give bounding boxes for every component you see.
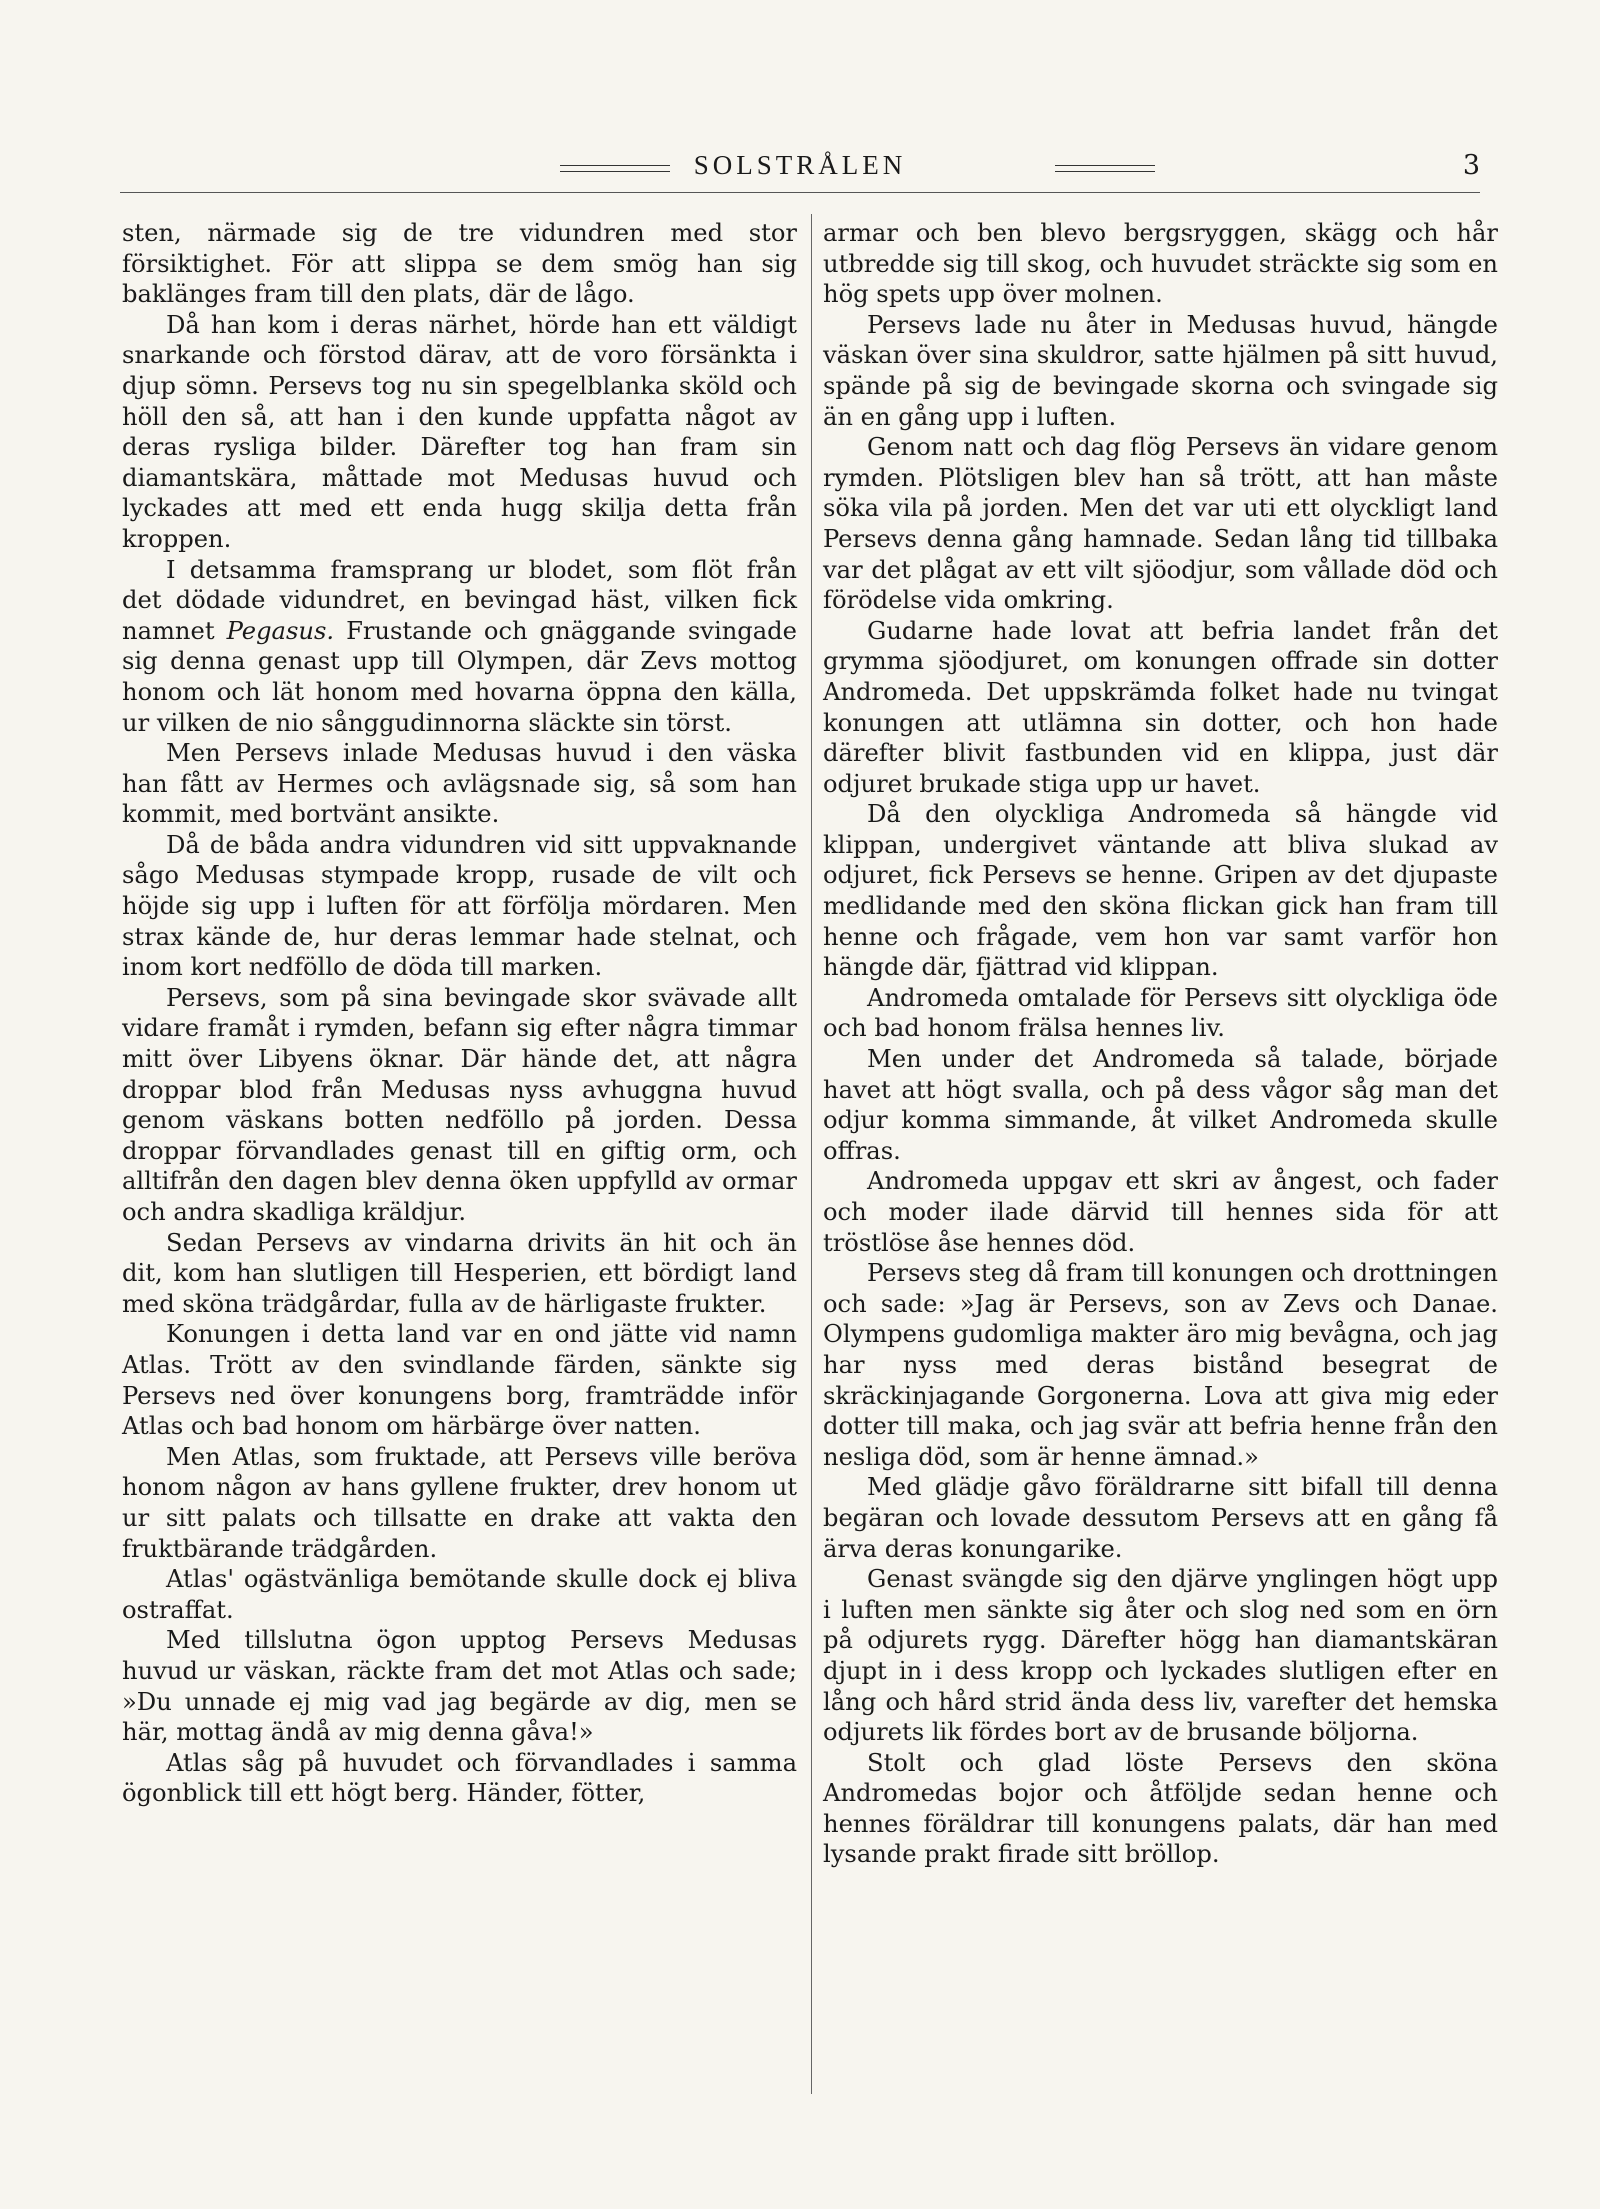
- paragraph: Genom natt och dag flög Persevs än vidare genom rymden. Plötsligen blev han så trött, att han måste söka vila på jorden. Men det var uti ett olyckligt land Persevs denna gång hamnade. Sedan lång tid tillbaka var det plågat av ett vilt sjöodjur, som vållade död och förödelse vida omkring.: [823, 433, 1498, 615]
- paragraph: Då de båda andra vidundren vid sitt uppvaknande sågo Medusas stympade kropp, rusade de vilt och höjde sig upp i luften för att förfölja mördaren. Men strax kände de, hur deras lemmar hade stelnat, och inom kort nedföllo de döda till marken.: [122, 830, 797, 982]
- paragraph: Atlas såg på huvudet och förvandlades i samma ögonblick till ett högt berg. Händer, fötter,: [122, 1748, 797, 1808]
- column-divider: [811, 214, 812, 2094]
- paragraph: Med tillslutna ögon upptog Persevs Medusas huvud ur väskan, räckte fram det mot Atlas och sade; »Du unnade ej mig vad jag begärde av dig, men se här, mottag ändå av mig denna gåva!»: [122, 1626, 797, 1747]
- paragraph: Atlas' ogästvänliga bemötande skulle dock ej bliva ostraffat.: [122, 1565, 797, 1624]
- paragraph: Då han kom i deras närhet, hörde han ett väldigt snarkande och förstod därav, att de voro försänkta i djup sömn. Persevs tog nu sin spegelblanka sköld och höll den så, att han i den kunde uppfatta något av deras rysliga bilder. Därefter tog han fram sin diamantskära, måttade mot Medusas huvud och lyckades att med ett enda hugg skilja detta från kroppen.: [122, 310, 797, 553]
- paragraph: Konungen i detta land var en ond jätte vid namn Atlas. Trött av den svindlande färden, sänkte sig Persevs ned över konungens borg, framträdde inför Atlas och bad honom om härbärge över natten.: [122, 1320, 797, 1441]
- paragraph: [122, 555, 797, 739]
- magazine-title: SOLSTRÅLEN: [682, 150, 919, 180]
- paragraph: Då den olyckliga Andromeda så hängde vid klippan, undergivet väntande att bliva slukad av odjuret, fick Persevs se henne. Gripen av det djupaste medlidande med den sköna flickan gick han fram till henne och frågade, vem hon var samt varför hon hängde där, fjättrad vid klippan.: [823, 800, 1498, 982]
- paragraph: Persevs steg då fram till konungen och drottningen och sade: »Jag är Persevs, son av Zevs och Danae. Olympens gudomliga makter äro mig bevågna, och jag har nyss med deras bistånd besegrat de skräckinjagande Gorgonerna. Lova att giva mig eder dotter till maka, och jag svär att befria henne från den nesliga död, som är henne ämnad.»: [823, 1259, 1498, 1471]
- paragraph: Andromeda uppgav ett skri av ångest, och fader och moder ilade därvid till hennes sida för att tröstlöse åse hennes död.: [823, 1167, 1498, 1257]
- paragraph: Gudarne hade lovat att befria landet från det grymma sjöodjuret, om konungen offrade sin dotter Andromeda. Det uppskrämda folket hade nu tvingat konungen att utlämna sin dotter, och hon hade därefter blivit fastbunden vid en klippa, just där odjuret brukade stiga upp ur havet.: [823, 616, 1498, 798]
- paragraph: Persevs lade nu åter in Medusas huvud, hängde väskan över sina skuldror, satte hjälmen på sitt huvud, spände på sig de bevingade skorna och svingade sig än en gång upp i luften.: [823, 310, 1498, 431]
- paragraph: Andromeda omtalade för Persevs sitt olyckliga öde och bad honom frälsa hennes liv.: [823, 983, 1498, 1043]
- paragraph-text: Frustande och gnäggande svingade sig denna genast upp till Olympen, där Zevs mottog honom och lät honom med hovarna öppna den källa, ur vilken de nio sånggudinnorna släckte sin törst.: [122, 616, 797, 737]
- left-column: [122, 218, 797, 1809]
- paragraph-text: I detsamma framsprang ur blodet, som flöt från det dödade vidundret, en bevingad häst, vilken fick namnet: [122, 555, 797, 645]
- paragraph: Men Persevs inlade Medusas huvud i den väska han fått av Hermes och avlägsnade sig, så som han kommit, med bortvänt ansikte.: [122, 739, 797, 829]
- paragraph: Men Atlas, som fruktade, att Persevs ville beröva honom någon av hans gyllene frukter, drev honom ut ur sitt palats och tillsatte en drake att vakta den fruktbärande trädgården.: [122, 1442, 797, 1563]
- paragraph: Med glädje gåvo föräldrarne sitt bifall till denna begäran och lovade dessutom Persevs att en gång få ärva deras konungarike.: [823, 1473, 1498, 1563]
- header-divider: [120, 192, 1480, 193]
- header-rule-right: [1055, 165, 1155, 172]
- paragraph: Men under det Andromeda så talade, började havet att högt svalla, och på dess vågor såg man det odjur komma simmande, åt vilket Andromeda skulle offras.: [823, 1045, 1498, 1165]
- paragraph: sten, närmade sig de tre vidundren med stor försiktighet. För att slippa se dem smög han sig baklänges fram till den plats, där de lågo.: [122, 219, 797, 309]
- paragraph: Sedan Persevs av vindarna drivits än hit och än dit, kom han slutligen till Hesperien, ett bördigt land med sköna trädgårdar, fulla av de härligaste frukter.: [122, 1228, 797, 1318]
- pegasus-name: Pegasus.: [226, 616, 335, 645]
- paragraph: Stolt och glad löste Persevs den sköna Andromedas bojor och åtföljde sedan henne och hennes föräldrar till konungens palats, där han med lysande prakt firade sitt bröllop.: [823, 1748, 1498, 1869]
- right-column: [823, 218, 1498, 1870]
- paragraph: Persevs, som på sina bevingade skor svävade allt vidare framåt i rymden, befann sig efter några timmar mitt över Libyens öknar. Där hände det, att några droppar blod från Medusas nyss avhuggna huvud genom väskans botten nedföllo på jorden. Dessa droppar förvandlades genast till en giftig orm, och alltifrån den dagen blev denna öken uppfylld av ormar och andra skadliga kräldjur.: [122, 983, 797, 1226]
- paragraph: armar och ben blevo bergsryggen, skägg och hår utbredde sig till skog, och huvudet sträckte sig som en hög spets upp över molnen.: [823, 219, 1498, 309]
- page-header: [120, 150, 1480, 190]
- page-number: 3: [1462, 150, 1480, 181]
- paragraph: Genast svängde sig den djärve ynglingen högt upp i luften men sänkte sig åter och slog ned som en örn på odjurets rygg. Därefter högg han diamantskäran djupt in i dess kropp och lyckades slutligen efter en lång och hård strid ända dess liv, varefter det hemska odjurets lik fördes bort av de brusande böljorna.: [823, 1565, 1498, 1747]
